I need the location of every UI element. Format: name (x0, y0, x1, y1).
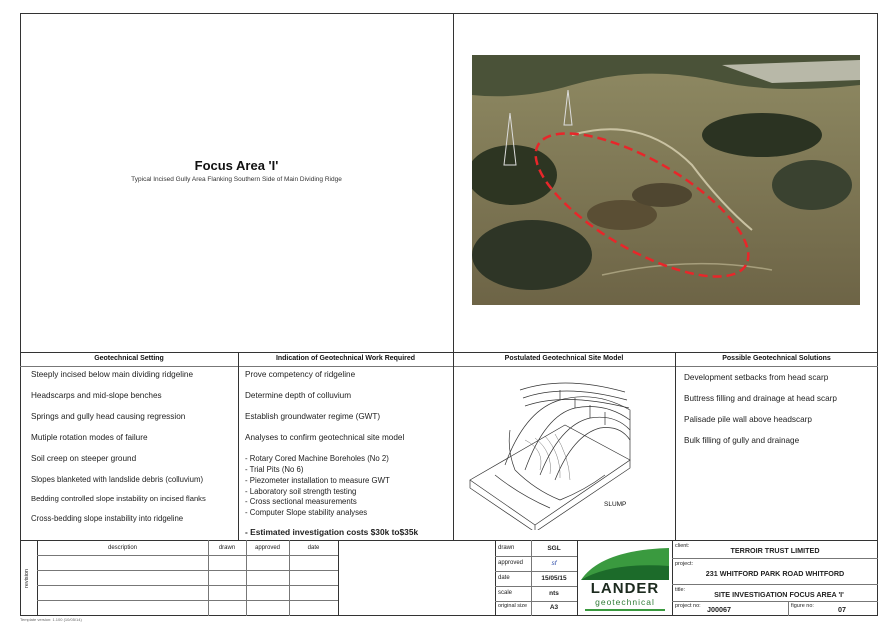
meta-left-line (495, 540, 496, 616)
rev-col-date: date (307, 545, 320, 551)
header-site-model: Postulated Geotechnical Site Model (504, 355, 624, 362)
meta-value-scale: nts (549, 590, 559, 597)
cost-estimate: - Estimated investigation costs $30k to$35k (245, 527, 419, 537)
project-row-line (672, 601, 878, 602)
list-item: Bedding controlled slope instability on incised flanks (31, 494, 206, 503)
figure-no-label: figure no: (791, 603, 814, 609)
list-item: Prove competency of ridgeline (245, 370, 356, 379)
project-no-value: J00067 (707, 605, 731, 614)
rev-col-drawn: drawn (218, 545, 236, 551)
rev-row-line (37, 600, 338, 601)
meta-label: date (498, 575, 510, 581)
focus-subtitle: Typical Incised Gully Area Flanking Southern Side of Main Dividing Ridge (131, 176, 342, 183)
lander-logo (581, 546, 669, 612)
meta-value-approved: sf (551, 560, 557, 567)
project-row-line (672, 558, 878, 559)
list-item: Buttress filling and drainage at head scarp (684, 394, 837, 403)
slump-diagram-icon (465, 370, 665, 530)
list-item: Soil creep on steeper ground (31, 454, 137, 463)
meta-label: drawn (498, 545, 515, 551)
section-header-line (20, 366, 878, 367)
sub-item: - Rotary Cored Machine Boreholes (No 2) (245, 454, 389, 463)
focus-title: Focus Area 'I' (194, 158, 279, 173)
project-no-label: project no: (675, 603, 701, 609)
template-version: Template version: 1.100 (10/05/14) (20, 617, 82, 622)
logo-name: LANDER (590, 580, 660, 597)
sub-item: - Piezometer installation to measure GWT (245, 476, 390, 485)
sub-item: - Cross sectional measurements (245, 497, 357, 506)
list-item: Cross-bedding slope instability into ridgeline (31, 514, 184, 523)
list-item: Springs and gully head causing regression (31, 412, 186, 421)
list-item: Headscarps and mid-slope benches (31, 391, 162, 400)
revision-side-line (37, 540, 38, 616)
list-item: Mutiple rotation modes of failure (31, 433, 148, 442)
list-item: Steeply incised below main dividing ridgeline (31, 370, 194, 379)
list-item: Determine depth of colluvium (245, 391, 352, 400)
aerial-photo (472, 55, 860, 305)
meta-label: approved (498, 560, 524, 566)
rev-col-line (208, 540, 209, 616)
header-geotechnical-setting: Geotechnical Setting (94, 355, 164, 362)
section-divider-1 (238, 352, 239, 540)
list-item: Palisade pile wall above headscarp (684, 415, 812, 424)
header-solutions: Possible Geotechnical Solutions (722, 355, 831, 362)
site-model-diagram (465, 370, 665, 530)
section-divider-3 (675, 352, 676, 540)
header-work-required: Indication of Geotechnical Work Required (275, 355, 416, 362)
project-value: 231 WHITFORD PARK ROAD WHITFORD (705, 569, 845, 578)
meta-row-line (495, 601, 577, 602)
rev-col-description: description (107, 545, 137, 551)
title-value: SITE INVESTIGATION FOCUS AREA 'I' (714, 590, 844, 599)
upper-divider (453, 13, 454, 352)
section-divider-2 (453, 352, 454, 540)
meta-label: original size (498, 603, 528, 609)
project-label: project: (675, 561, 694, 567)
rev-row-line (37, 570, 338, 571)
rev-col-approved: approved (254, 545, 281, 551)
sub-item: - Computer Slope stability analyses (245, 508, 368, 517)
list-item: Slopes blanketed with landslide debris (colluvium) (31, 475, 204, 484)
revision-label: revision (24, 569, 30, 588)
logo-swoosh-icon (581, 546, 669, 580)
client-value: TERROIR TRUST LIMITED (730, 546, 820, 555)
rev-col-line (289, 540, 290, 616)
meta-row-line (495, 586, 577, 587)
rev-col-line (246, 540, 247, 616)
list-item: Development setbacks from head scarp (684, 373, 829, 382)
meta-label: scale (498, 590, 513, 596)
list-item: Bulk filling of gully and drainage (684, 436, 800, 445)
sub-item: - Trial Pits (No 6) (245, 465, 304, 474)
project-figure-line (788, 601, 789, 616)
project-row-line (672, 584, 878, 585)
logo-underline (585, 609, 665, 611)
client-label: client: (675, 543, 690, 549)
title-label: title: (675, 587, 686, 593)
meta-value-size: A3 (549, 604, 559, 611)
aerial-photo-icon (472, 55, 860, 305)
logo-tagline: geotechnical (595, 597, 655, 607)
sub-item: - Laboratory soil strength testing (245, 487, 357, 496)
rev-row-line (37, 585, 338, 586)
title-block-top-line (20, 540, 878, 541)
list-item: Analyses to confirm geotechnical site model (245, 433, 405, 442)
list-item: Establish groundwater regime (GWT) (245, 412, 381, 421)
meta-row-line (495, 571, 577, 572)
meta-value-drawn: SGL (547, 545, 561, 552)
rev-row-line (37, 555, 338, 556)
meta-right-line (577, 540, 578, 616)
figure-no-value: 07 (838, 605, 846, 614)
rev-col-line (338, 540, 339, 616)
slump-label: SLUMP (604, 501, 627, 508)
meta-row-line (495, 556, 577, 557)
meta-value-date: 15/05/15 (541, 575, 567, 582)
